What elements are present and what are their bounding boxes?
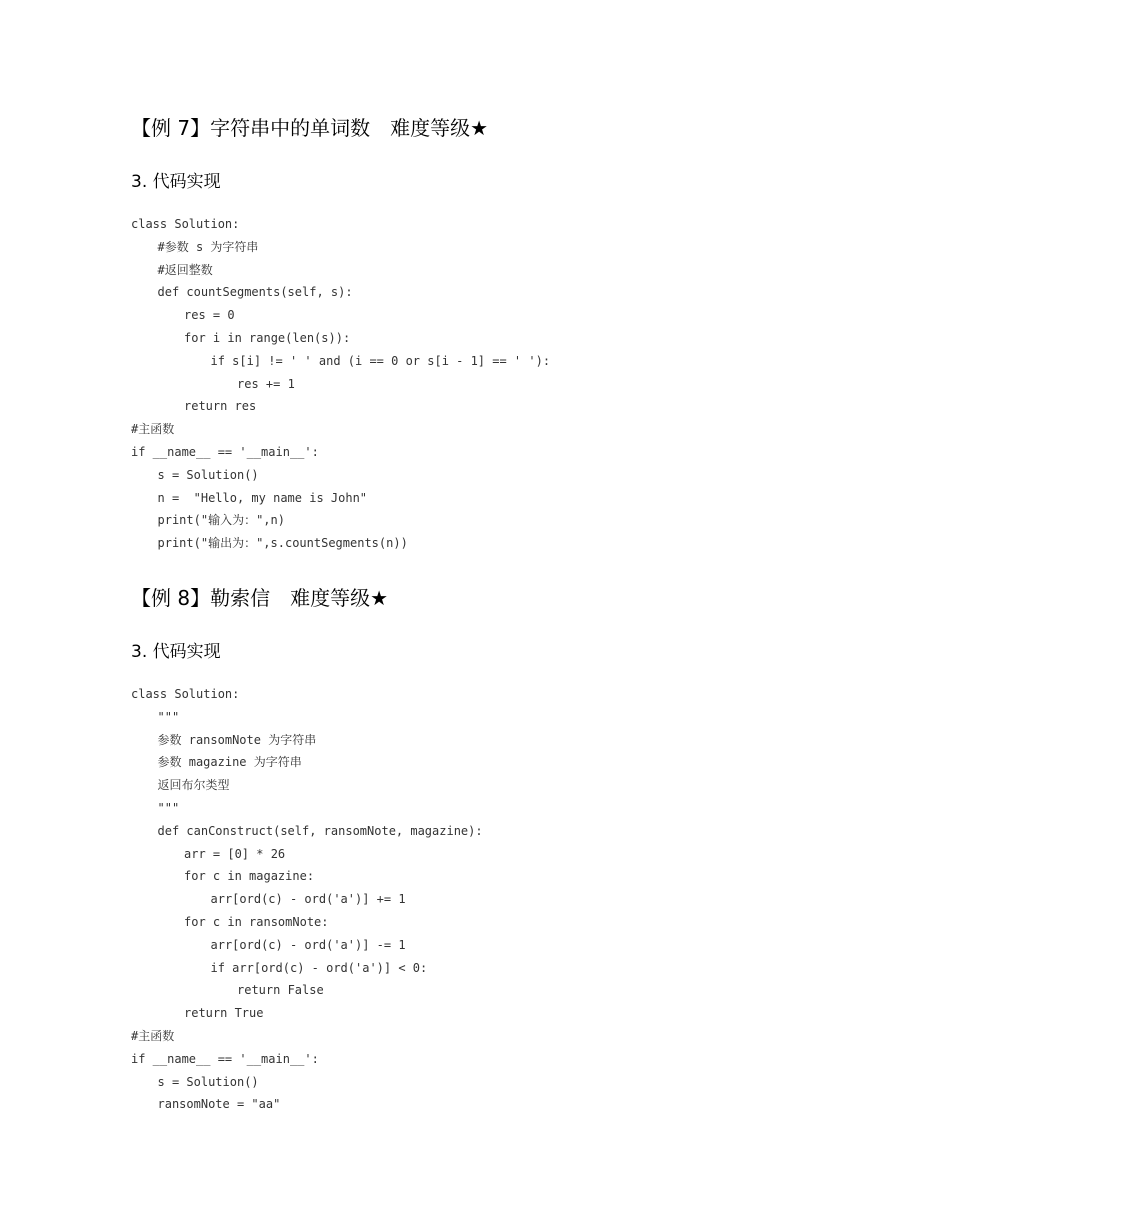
code-line: s = Solution() xyxy=(157,1074,259,1089)
code-line: """ xyxy=(157,800,180,815)
code-line: 参数 magazine 为字符串 xyxy=(157,755,302,770)
code-line: arr[ord(c) - ord('a')] -= 1 xyxy=(210,937,406,952)
code-line: s = Solution() xyxy=(157,467,259,482)
example-8-title: 【例 8】勒索信 难度等级★ xyxy=(131,586,389,610)
code-line: #返回整数 xyxy=(157,262,213,277)
code-line: if arr[ord(c) - ord('a')] < 0: xyxy=(210,960,428,975)
example-8-subtitle: 3. 代码实现 xyxy=(131,642,221,662)
code-line: return False xyxy=(237,983,324,998)
code-line: #参数 s 为字符串 xyxy=(157,239,259,254)
code-line: if s[i] != ' ' and (i == 0 or s[i - 1] == ' '): xyxy=(210,353,551,368)
code-line: """ xyxy=(157,709,180,724)
code-line: for i in range(len(s)): xyxy=(184,330,351,345)
example-7-subtitle: 3. 代码实现 xyxy=(131,172,221,192)
code-line: #主函数 xyxy=(131,422,175,437)
code-line: print("输出为：",s.countSegments(n)) xyxy=(157,536,408,551)
code-line: class Solution: xyxy=(131,687,240,701)
code-line: res = 0 xyxy=(184,308,235,323)
code-line: def canConstruct(self, ransomNote, magazine): xyxy=(157,823,483,838)
code-line: for c in magazine: xyxy=(184,869,315,884)
example-8-code-block xyxy=(131,683,483,1116)
code-line: class Solution: xyxy=(131,217,240,231)
code-line: arr = [0] * 26 xyxy=(184,846,286,861)
code-line: return True xyxy=(184,1006,264,1021)
code-line: #主函数 xyxy=(131,1028,175,1043)
code-line: if __name__ == '__main__': xyxy=(131,1051,319,1066)
code-line: if __name__ == '__main__': xyxy=(131,444,319,459)
code-line: def countSegments(self, s): xyxy=(157,285,353,300)
code-line: ransomNote = "aa" xyxy=(157,1097,281,1112)
example-7-title: 【例 7】字符串中的单词数 难度等级★ xyxy=(131,116,489,140)
code-line: 返回布尔类型 xyxy=(157,778,230,793)
example-7-code-block xyxy=(131,213,550,555)
code-line: print("输入为：",n) xyxy=(157,513,285,528)
code-line: n = "Hello, my name is John" xyxy=(157,490,368,505)
code-line: return res xyxy=(184,399,257,414)
code-line: res += 1 xyxy=(237,376,295,391)
code-line: 参数 ransomNote 为字符串 xyxy=(157,732,317,747)
code-line: for c in ransomNote: xyxy=(184,914,329,929)
code-line: arr[ord(c) - ord('a')] += 1 xyxy=(210,892,406,907)
